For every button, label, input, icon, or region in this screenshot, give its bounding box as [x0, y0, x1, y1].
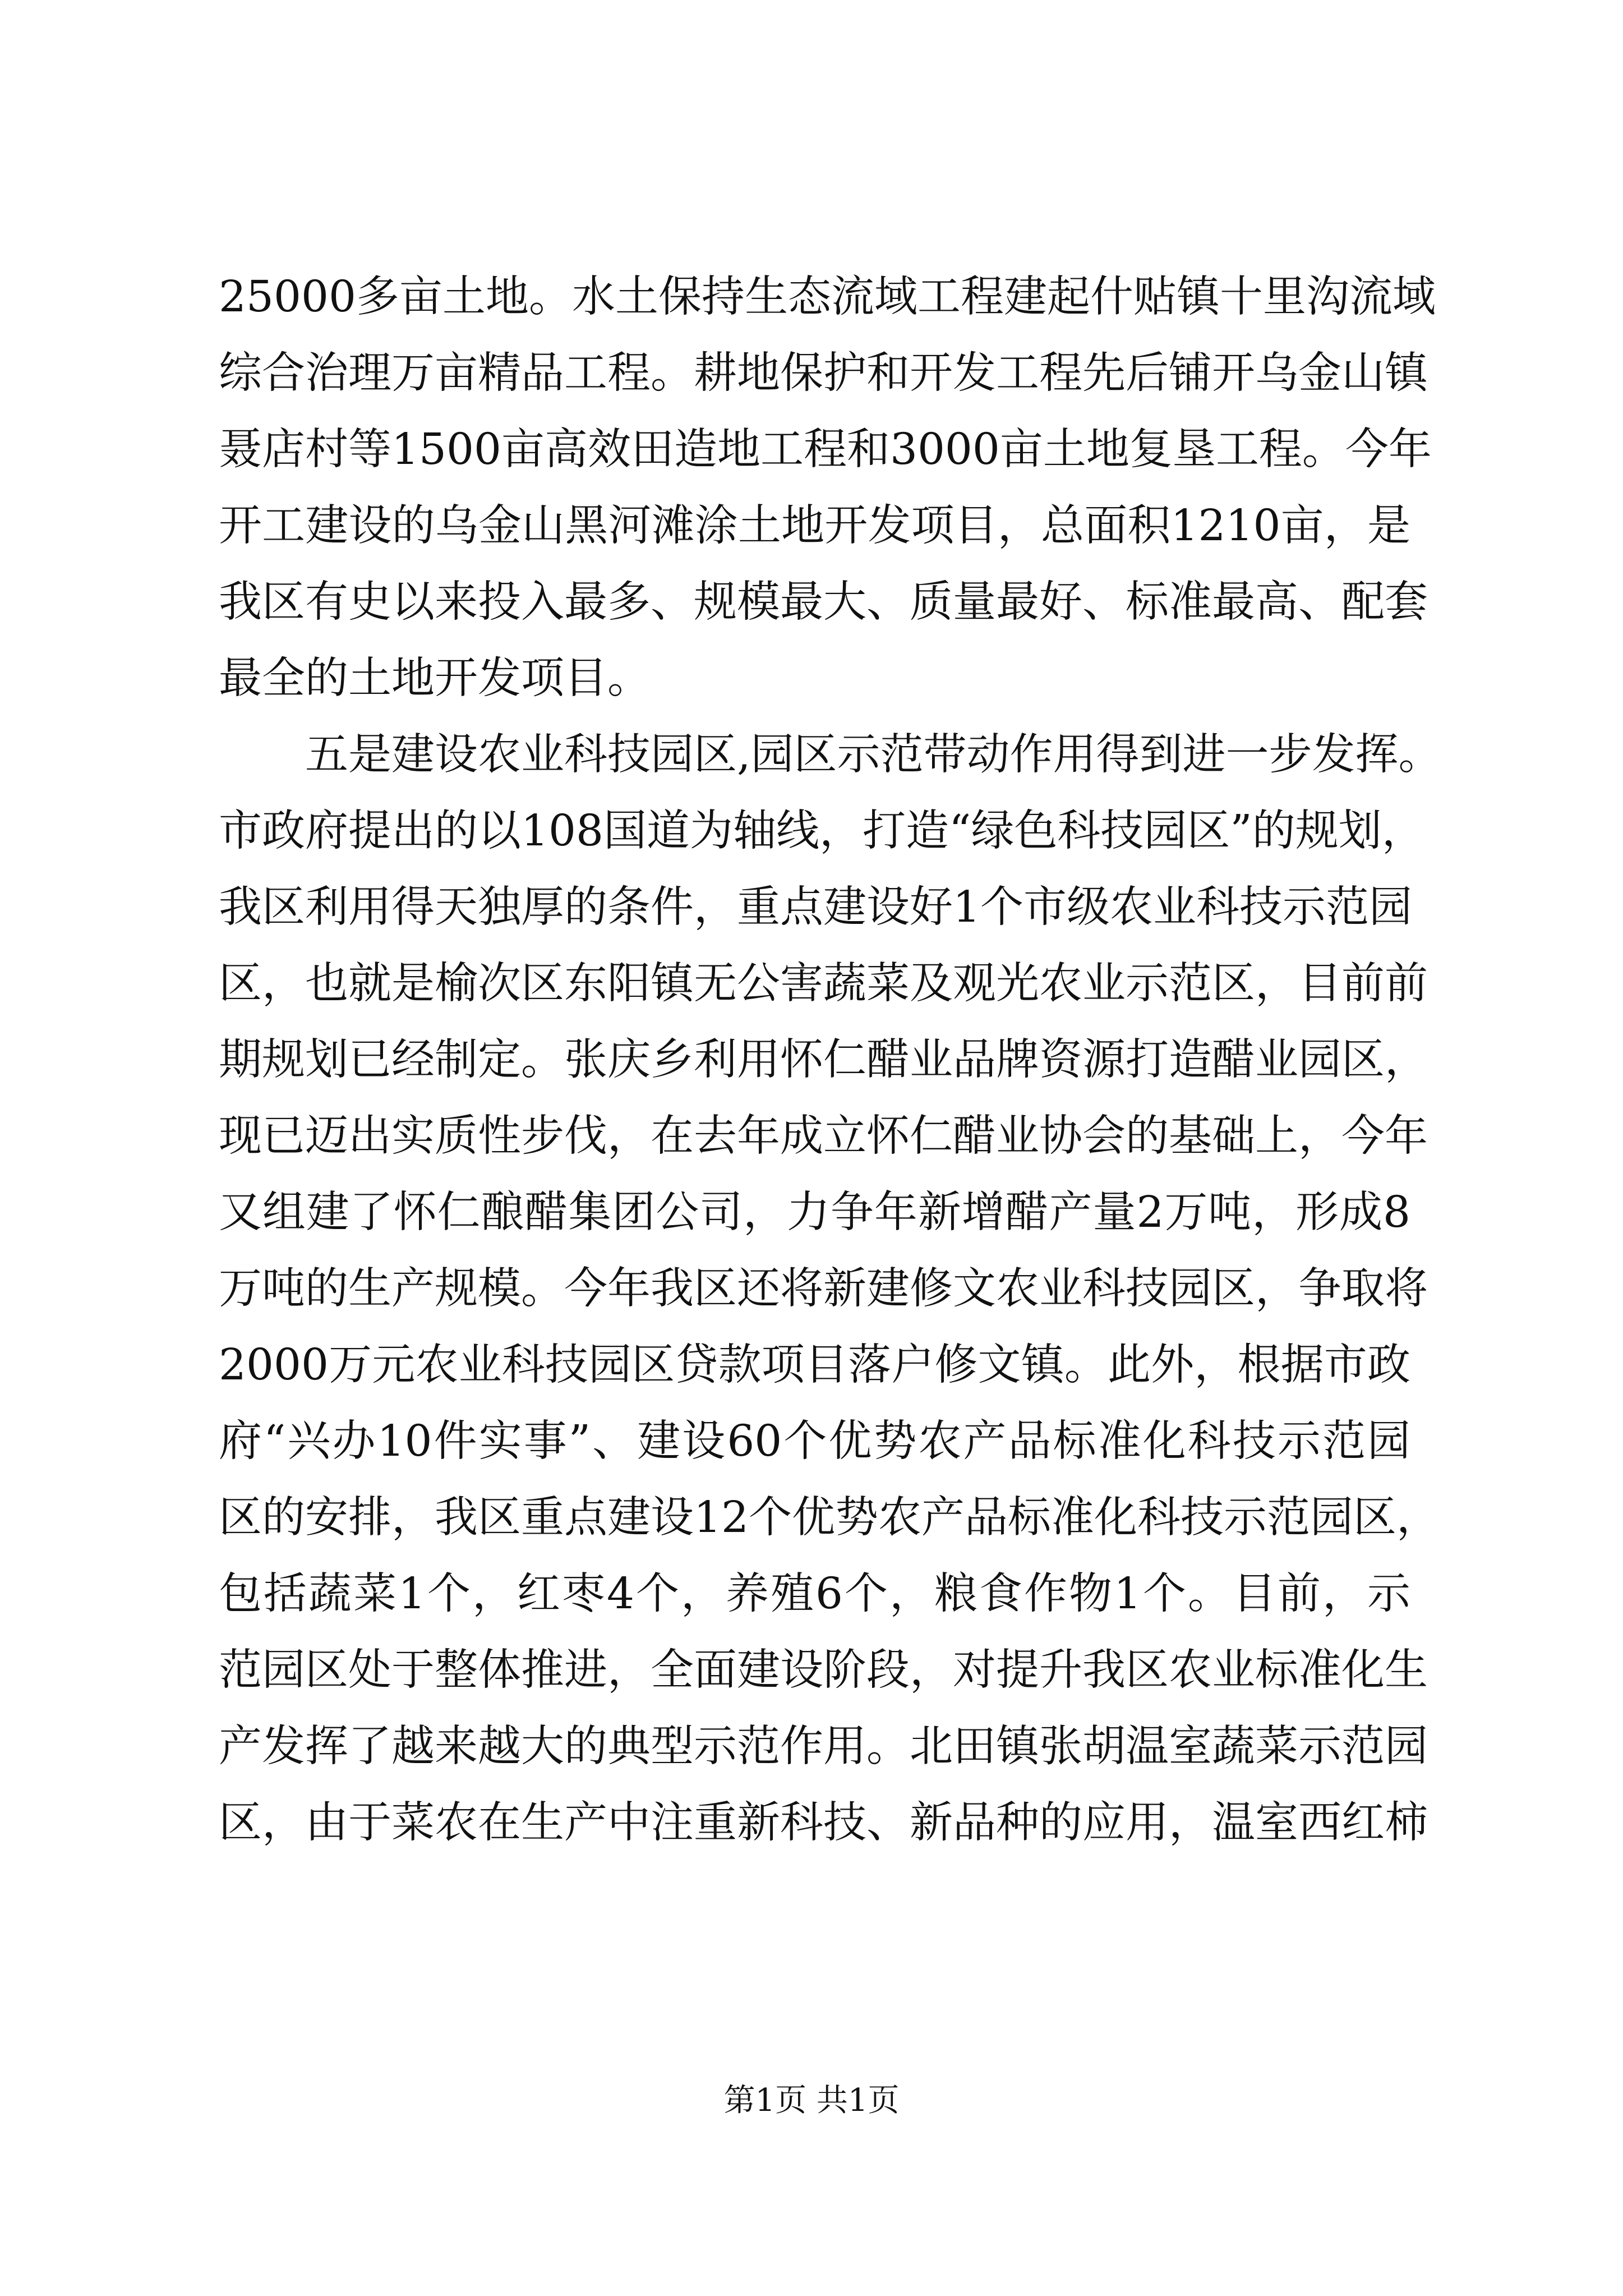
- text-line: 范园区处于整体推进，全面建设阶段，对提升我区农业标准化生: [219, 1645, 1428, 1695]
- page-number: 第1页 共1页: [723, 2082, 900, 2119]
- body-text: [219, 259, 1442, 1861]
- text-line: 万吨的生产规模。今年我区还将新建修文农业科技园区，争取将: [219, 1264, 1428, 1314]
- text-line: 聂店村等1500亩高效田造地工程和3000亩土地复垦工程。今年: [219, 425, 1432, 475]
- text-line: 25000多亩土地。水土保持生态流域工程建起什贴镇十里沟流域: [219, 272, 1436, 322]
- text-line: 开工建设的乌金山黑河滩涂土地开发项目，总面积1210亩，是: [219, 501, 1410, 551]
- text-line: 我区利用得天独厚的条件，重点建设好1个市级农业科技示范园: [219, 882, 1412, 932]
- text-line: 包括蔬菜1个，红枣4个，养殖6个，粮食作物1个。目前，示: [219, 1569, 1410, 1619]
- text-line: 区的安排，我区重点建设12个优势农产品标准化科技示范园区，: [219, 1493, 1440, 1543]
- text-line: 区，由于菜农在生产中注重新科技、新品种的应用，温室西红柿: [219, 1798, 1428, 1848]
- paragraph-first-line: 五是建设农业科技园区,园区示范带动作用得到进一步发挥。: [305, 730, 1442, 780]
- text-line: 区，也就是榆次区东阳镇无公害蔬菜及观光农业示范区，目前前: [219, 959, 1428, 1009]
- text-line: 市政府提出的以108国道为轴线，打造“绿色科技园区”的规划，: [219, 806, 1425, 856]
- text-line: 2000万元农业科技园区贷款项目落户修文镇。此外，根据市政: [219, 1340, 1410, 1390]
- text-line: 我区有史以来投入最多、规模最大、质量最好、标准最高、配套: [219, 577, 1428, 627]
- page-footer: [0, 2081, 1623, 2120]
- text-line: 产发挥了越来越大的典型示范作用。北田镇张胡温室蔬菜示范园: [219, 1722, 1428, 1772]
- text-line: 府“兴办10件实事”、建设60个优势农产品标准化科技示范园: [219, 1416, 1410, 1466]
- text-line: 又组建了怀仁酿醋集团公司，力争年新增醋产量2万吨，形成8: [219, 1188, 1410, 1237]
- text-line: 综合治理万亩精品工程。耕地保护和开发工程先后铺开乌金山镇: [219, 348, 1428, 398]
- text-line: 现已迈出实质性步伐，在去年成立怀仁醋业协会的基础上，今年: [219, 1111, 1428, 1161]
- text-line: 期规划已经制定。张庆乡利用怀仁醋业品牌资源打造醋业园区，: [219, 1035, 1428, 1085]
- text-line: 最全的土地开发项目。: [219, 654, 651, 703]
